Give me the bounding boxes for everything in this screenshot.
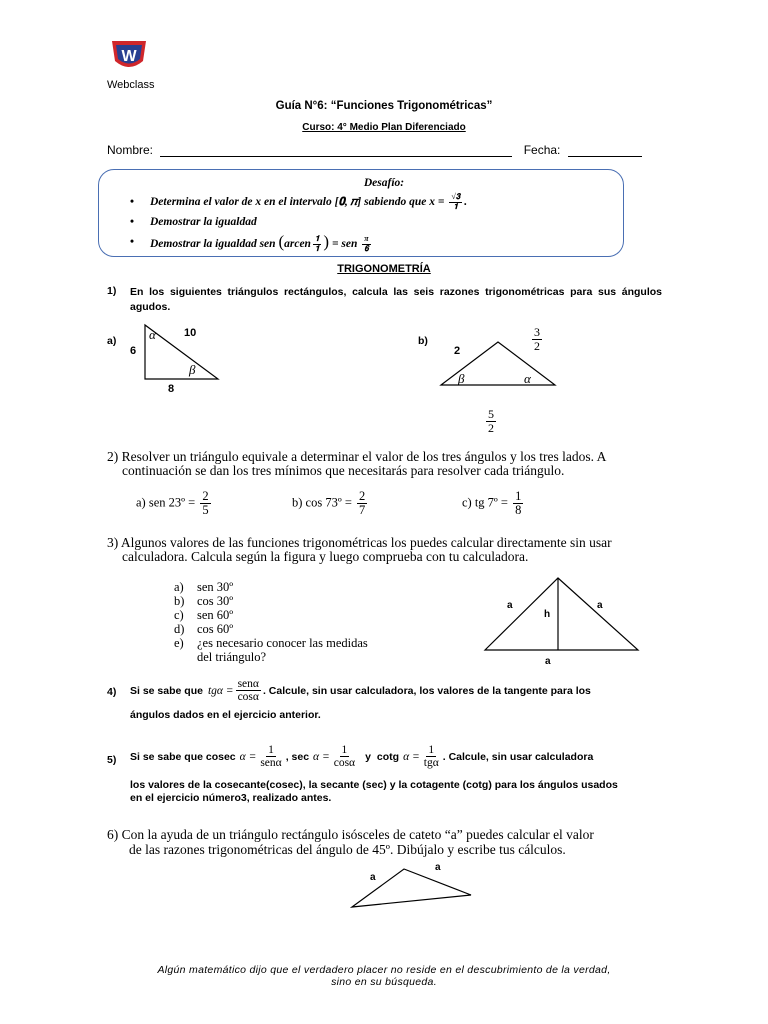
q5-number: 5) (107, 754, 117, 766)
beta-label: β (458, 371, 465, 386)
list-item: e) ¿es necesario conocer las medidas (174, 636, 368, 650)
footer-quote-line-2: sino en su búsqueda. (331, 976, 437, 988)
fraction: $\frac{\text{senα}}{\cos\alpha}$ (237, 678, 259, 704)
q5-text-2: los valores de la cosecante(cosec), la secante (sec) y la cotagente (cotg) para los ángulos usados (130, 779, 618, 791)
side-label: a (597, 600, 603, 611)
q1-a-label: a) (107, 335, 117, 347)
challenge-list (128, 192, 608, 254)
webclass-logo (110, 37, 148, 73)
fraction: $\frac{1}{\text{tgα}}$ (423, 744, 439, 770)
q4-number: 4) (107, 686, 117, 698)
q1-text: En los siguientes triángulos rectángulos, calcula las seis razones trigonométricas para sus ángulos agudos. (130, 286, 662, 313)
fraction: $\frac{5}{2}$ (488, 407, 494, 435)
name-date-row (107, 143, 642, 157)
q2-text-2: continuación se dan los tres mínimos que necesitarás para resolver cada triángulo. (122, 463, 565, 478)
q2-item-a: a) sen 23º = $\frac{2}{5}$ (136, 489, 209, 518)
fraction: $\frac{\pi}{𝟔}$ (364, 234, 369, 253)
challenge-heading: Desafío: (363, 177, 405, 189)
q3-text-2: calculadora. Calcula según la figura y luego comprueba con tu calculadora. (122, 549, 529, 564)
fraction: $\frac{3}{2}$ (534, 325, 540, 353)
alpha-label: α (524, 371, 531, 386)
equilateral-triangle-figure (482, 575, 642, 653)
list-item: a) sen 30º (174, 580, 234, 594)
fraction: $\frac{2}{5}$ (202, 489, 209, 518)
base-label: 8 (168, 383, 175, 395)
challenge-item-3: • Demostrar la igualdad sen (arcen $\frac{𝟏}{𝟏}$ ) = sen $\frac{\pi}{𝟔}$ (128, 232, 608, 254)
footer-quote-line-1: Algún matemático dijo que el verdadero placer no reside en el descubrimiento de la verdad, (157, 964, 611, 976)
list-item: d) cos 60º (174, 622, 234, 636)
q5-text: Si se sabe que cosec α = $\frac{1}{\text{senα}}$ , sec α = $\frac{1}{\cos\alpha}$ y cotg α = $\frac{1}{\text{tgα}}$ . Calcule, sin usar calculadora (130, 744, 594, 770)
q3-list (174, 580, 368, 664)
beta-label: β (189, 362, 196, 377)
fraction: $\frac{2}{7}$ (359, 489, 366, 518)
side-label: 6 (130, 345, 137, 357)
name-label: Nombre: (107, 143, 154, 157)
alpha-label: α (149, 327, 156, 342)
side-label: a (435, 862, 441, 873)
q5-text-3: en el ejercicio número3, realizado antes. (130, 792, 332, 804)
q2-item-c: c) tg 7º = $\frac{1}{8}$ (462, 489, 522, 518)
side-label: a (507, 600, 513, 611)
isosceles-triangle-figure (348, 865, 474, 910)
fraction: $\frac{1}{\cos\alpha}$ (333, 744, 356, 770)
fraction: $\frac{1}{8}$ (515, 489, 522, 518)
q6-text: 6) Con la ayuda de un triángulo rectángulo isósceles de cateto “a” puedes calcular el valor (107, 827, 594, 842)
hypotenuse-label: 10 (184, 327, 197, 339)
list-item-continuation: del triángulo? (197, 650, 267, 664)
height-label: h (544, 609, 551, 620)
list-item: b) cos 30º (174, 594, 234, 608)
date-label: Fecha: (523, 143, 561, 157)
fraction: $\frac{√𝟑}{𝟏}$ (451, 192, 461, 211)
svg-text:W: W (121, 48, 137, 65)
base-label: a (545, 656, 551, 667)
challenge-item-1: • Determina el valor de x en el intervalo [𝟎, 𝜋] sabiendo que x = $\frac{√𝟑}{𝟏}$ . (128, 192, 608, 212)
brand-name: Webclass (107, 79, 155, 91)
name-field[interactable] (160, 156, 512, 157)
q2-item-b: b) cos 73º = $\frac{2}{7}$ (292, 489, 366, 518)
section-title: TRIGONOMETRÍA (337, 263, 431, 275)
fraction: $\frac{1}{\text{senα}}$ (260, 744, 282, 770)
q1-b-label: b) (418, 335, 428, 347)
q2-text: 2) Resolver un triángulo equivale a determinar el valor de los tres ángulos y los tres lados. A (107, 449, 607, 464)
guide-title: Guía N°6: “Funciones Trigonométricas” (275, 100, 493, 112)
date-field[interactable] (568, 156, 642, 157)
list-item: c) sen 60º (174, 608, 234, 622)
q1-number: 1) (107, 285, 117, 297)
side-label: 2 (454, 345, 461, 357)
course-label: Curso: 4° Medio Plan Diferenciado (302, 122, 466, 133)
q4-text-2: ángulos dados en el ejercicio anterior. (130, 709, 321, 721)
q3-text: 3) Algunos valores de las funciones trigonométricas los puedes calcular directamente sin usar (107, 535, 612, 550)
challenge-item-2: • Demostrar la igualdad (128, 212, 608, 232)
fraction: $\frac{𝟏}{𝟏}$ (314, 234, 320, 253)
q4-text: Si se sabe que tgα = $\frac{\text{senα}}{\cos\alpha}$ . Calcule, sin usar calculadora, los valores de la tangente para los (130, 678, 591, 704)
q6-text-2: de las razones trigonométricas del ángulo de 45º. Dibújalo y escribe tus cálculos. (129, 842, 566, 857)
side-label: a (370, 872, 376, 883)
